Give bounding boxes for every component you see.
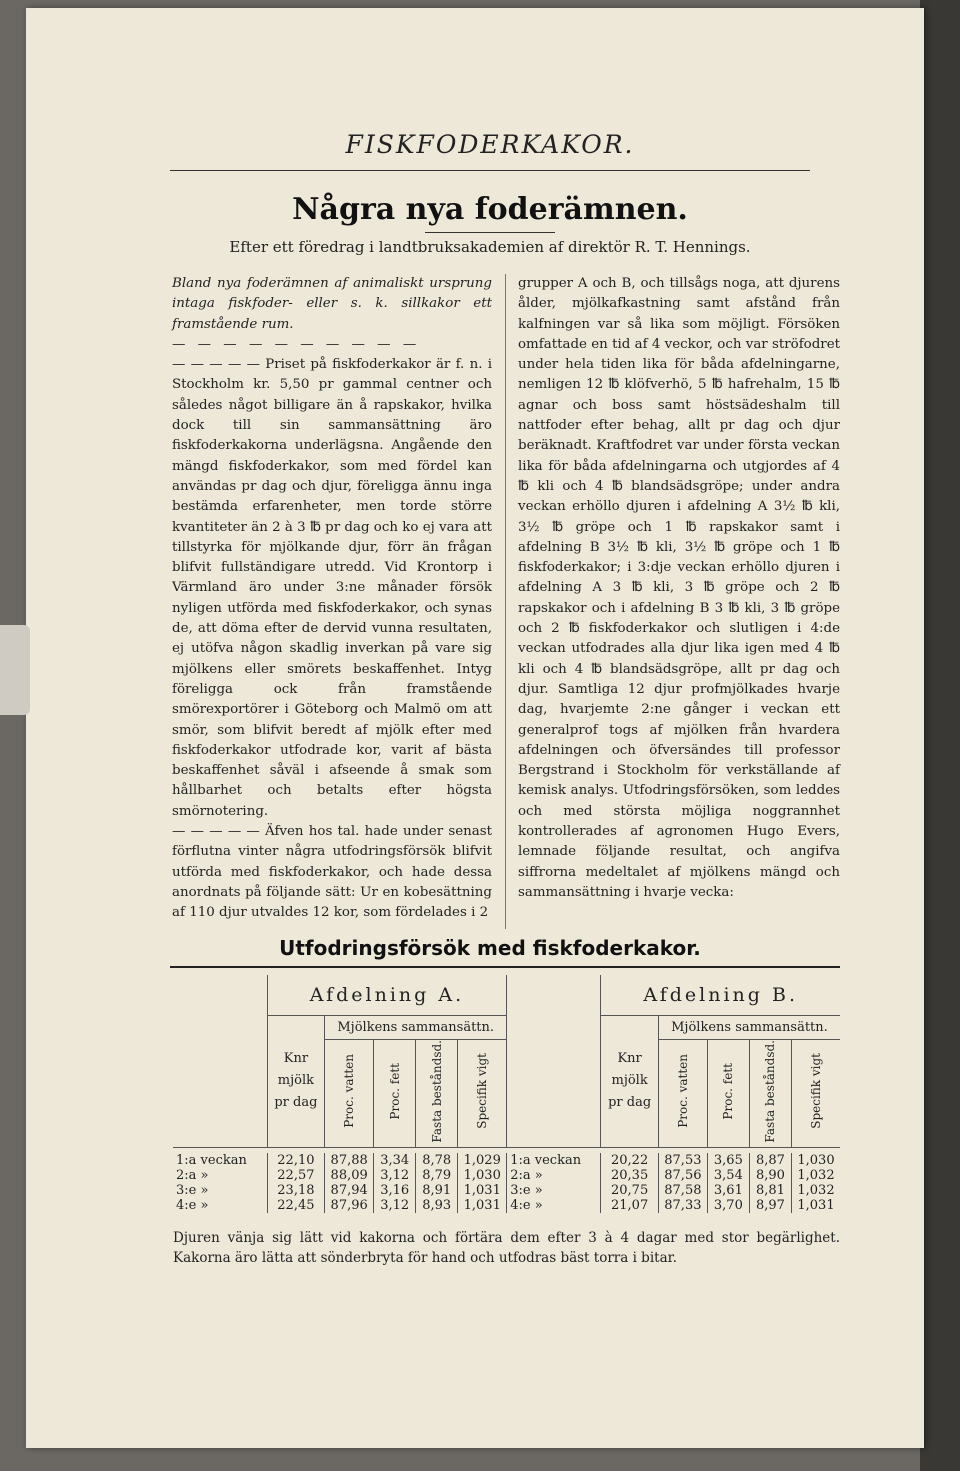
- table-row: [173, 1168, 840, 1183]
- cell: 87,33: [658, 1198, 707, 1213]
- title-rule: [425, 232, 555, 233]
- cell: 3,54: [707, 1168, 749, 1183]
- table-row: [173, 1198, 840, 1213]
- cell: 8,97: [749, 1198, 791, 1213]
- week-b: 4:e »: [507, 1198, 601, 1213]
- table-row: [173, 1183, 840, 1198]
- cell: 8,90: [749, 1168, 791, 1183]
- cell: 87,96: [325, 1198, 374, 1213]
- cell: 87,56: [658, 1168, 707, 1183]
- table-row: [173, 1153, 840, 1168]
- results-table: [173, 975, 840, 1213]
- composition-header-b: Mjölkens sammansättn.: [658, 1016, 840, 1040]
- cell: 21,07: [601, 1198, 659, 1213]
- cell: 3,65: [707, 1153, 749, 1168]
- paragraph-1: — — — — — Priset på fiskfoderkakor är f. n. i Stockholm kr. 5,50 pr gammal centner och således något billigare än å rapskakor, hvilka dock till sin sammansättning äro fiskfoderkakorna underlägsna. Angående den mängd fiskfoderkakor, som med fördel kan användas pr dag och djur, föreligga ännu inga bestämda erfarenheter, men torde större kvantiteter än 2 à 3 ℔ pr dag och ko ej vara att tillstyrka för mjölkande djur, förr än frågan blifvit fullständigare utredd. Vid Krontorp i Värmland äro under 3:ne månader försök nyligen utförda med fiskfoderkakor, och synas de, att döma efter de dervid vunna resultaten, ej utöfva någon skadlig inverkan på vare sig mjölkens eller smörets beskaffenhet. Intyg föreligga ock från framstående smörexportörer i Göteborg och Malmö om att smör, som blifvit beredt af mjölk efter med fiskfoderkakor utfodrade kor, varit af bästa beskaffenhet såväl i afseende å smak som hållbarhet och betalts efter högsta smörnotering.: [172, 357, 492, 819]
- cell: 8,81: [749, 1183, 791, 1198]
- cell: 23,18: [267, 1183, 325, 1198]
- cell: 1,029: [458, 1153, 507, 1168]
- cell: 20,22: [601, 1153, 659, 1168]
- cell: 8,91: [416, 1183, 458, 1198]
- cell: 22,57: [267, 1168, 325, 1183]
- col-fett-a: Proc. fett: [387, 1063, 402, 1120]
- running-header: FISKFODERKAKOR.: [345, 130, 635, 159]
- composition-header-a: Mjölkens sammansättn.: [325, 1016, 507, 1040]
- cell: 3,12: [374, 1198, 416, 1213]
- cell: 1,030: [458, 1168, 507, 1183]
- week-a: 3:e »: [176, 1183, 209, 1199]
- cell: 1,031: [791, 1198, 840, 1213]
- table-rule: [170, 966, 840, 968]
- paragraph-3: grupper A och B, och tillsågs noga, att djurens ålder, mjölkafkastning samt afstånd från kalfningen var så lika som möjligt. Försöken omfattade en tid af 4 veckor, och var ströfodret under hela tiden lika för båda afdelningarne, nemligen 12 ℔ klöfverhö, 5 ℔ hafrehalm, 15 ℔ agnar och boss samt höstsädeshalm till nattfoder efter behag, allt pr dag och djur beräknadt. Kraftfodret var under första veckan lika för båda afdelningarna och utgjordes af 4 ℔ kli och 4 ℔ blandsädsgröpe; under andra veckan erhöllo djuren i afdelning A 3½ ℔ kli, 3½ ℔ gröpe och 1 ℔ rapskakor samt i afdelning B 3½ ℔ kli, 3½ ℔ gröpe och 1 ℔ fiskfoderkakor; i 3:dje veckan erhöllo djuren i afdelning A 3 ℔ kli, 3 ℔ gröpe och 2 ℔ rapskakor och i afdelning B 3 ℔ kli, 3 ℔ gröpe och 2 ℔ fiskfoderkakor och slutligen i 4:de veckan utfodrades alla djur lika igen med 4 ℔ kli och 4 ℔ blandsädsgröpe, allt pr dag och djur. Samtliga 12 djur profmjölkades hvarje dag, hvarjemte 2:ne gånger i veckan ett generalprof togs af mjölken från hvardera afdelningen och öfversändes till professor Bergstrand i Stockholm för verkställande af kemisk analys. Utfodringsförsöken, som leddes och med största möjliga noggrannhet kontrollerades af agronomen Hugo Evers, lemnade följande resultat, och angifva siffrorna medeltalet af mjölkens mängd och sammansättning i hvarje vecka:: [518, 276, 840, 900]
- cell: 3,16: [374, 1183, 416, 1198]
- week-a: 1:a veckan: [176, 1153, 247, 1169]
- cell: 87,94: [325, 1183, 374, 1198]
- dash-line: — — — — — — — — — —: [172, 336, 421, 352]
- cell: 20,75: [601, 1183, 659, 1198]
- intro-paragraph: Bland nya foderämnen af animaliskt ursprung intaga fiskfoder- eller s. k. sillkakor ett framstående rum.: [172, 276, 492, 332]
- page-tab: [0, 625, 30, 715]
- table-body: [173, 1153, 840, 1213]
- cell: 88,09: [325, 1168, 374, 1183]
- cell: 22,45: [267, 1198, 325, 1213]
- cell: 3,34: [374, 1153, 416, 1168]
- col-fasta-a: Fasta beståndsd.: [429, 1040, 444, 1143]
- cell: 8,79: [416, 1168, 458, 1183]
- cell: 3,61: [707, 1183, 749, 1198]
- col-vigt-b: Specifik vigt: [808, 1053, 823, 1130]
- cell: 8,78: [416, 1153, 458, 1168]
- cell: 3,70: [707, 1198, 749, 1213]
- column-divider: [505, 274, 506, 929]
- col-vatten-a: Proc. vatten: [342, 1054, 357, 1129]
- paragraph-2: — — — — — Äfven hos tal. hade under senast förflutna vinter några utfodringsförsök blifvit utförda med fiskfoderkakor, och hade dessa anordnats på följande sätt: Ur en kobesättning af 110 djur utvaldes 12 kor, som fördelades i 2: [172, 824, 492, 921]
- article-subtitle: Efter ett föredrag i landtbruksakademien af direktör R. T. Hennings.: [229, 238, 751, 256]
- article-title: Några nya foderämnen.: [292, 192, 688, 227]
- col-vigt-a: Specifik vigt: [475, 1053, 490, 1130]
- col-vatten-b: Proc. vatten: [675, 1054, 690, 1129]
- knr-header-a: Knr mjölk pr dag: [267, 1016, 325, 1148]
- cell: 20,35: [601, 1168, 659, 1183]
- cell: 87,88: [325, 1153, 374, 1168]
- cell: 1,030: [791, 1153, 840, 1168]
- left-column: [172, 274, 492, 924]
- cell: 87,58: [658, 1183, 707, 1198]
- week-a: 2:a »: [176, 1168, 209, 1184]
- cell: 22,10: [267, 1153, 325, 1168]
- cell: 1,032: [791, 1168, 840, 1183]
- week-b: 1:a veckan: [507, 1153, 601, 1168]
- col-fett-b: Proc. fett: [721, 1063, 736, 1120]
- right-column: [518, 274, 840, 903]
- cell: 8,87: [749, 1153, 791, 1168]
- cell: 8,93: [416, 1198, 458, 1213]
- col-fasta-b: Fasta beståndsd.: [763, 1040, 778, 1143]
- header-rule: [170, 170, 810, 171]
- group-a-header: Afdelning A.: [267, 975, 507, 1016]
- cell: 3,12: [374, 1168, 416, 1183]
- cell: 1,031: [458, 1183, 507, 1198]
- week-a: 4:e »: [176, 1198, 209, 1214]
- group-b-header: Afdelning B.: [601, 975, 840, 1016]
- cell: 1,031: [458, 1198, 507, 1213]
- week-b: 2:a »: [507, 1168, 601, 1183]
- cell: 1,032: [791, 1183, 840, 1198]
- book-edge: [920, 0, 960, 1471]
- week-b: 3:e »: [507, 1183, 601, 1198]
- footer-paragraph: Djuren vänja sig lätt vid kakorna och förtära dem efter 3 à 4 dagar med stor begärlighet. Kakorna äro lätta att sönderbryta för hand och utfodras bäst torra i bitar.: [173, 1230, 840, 1266]
- knr-header-b: Knr mjölk pr dag: [601, 1016, 659, 1148]
- table-title: Utfodringsförsök med fiskfoderkakor.: [279, 936, 701, 960]
- cell: 87,53: [658, 1153, 707, 1168]
